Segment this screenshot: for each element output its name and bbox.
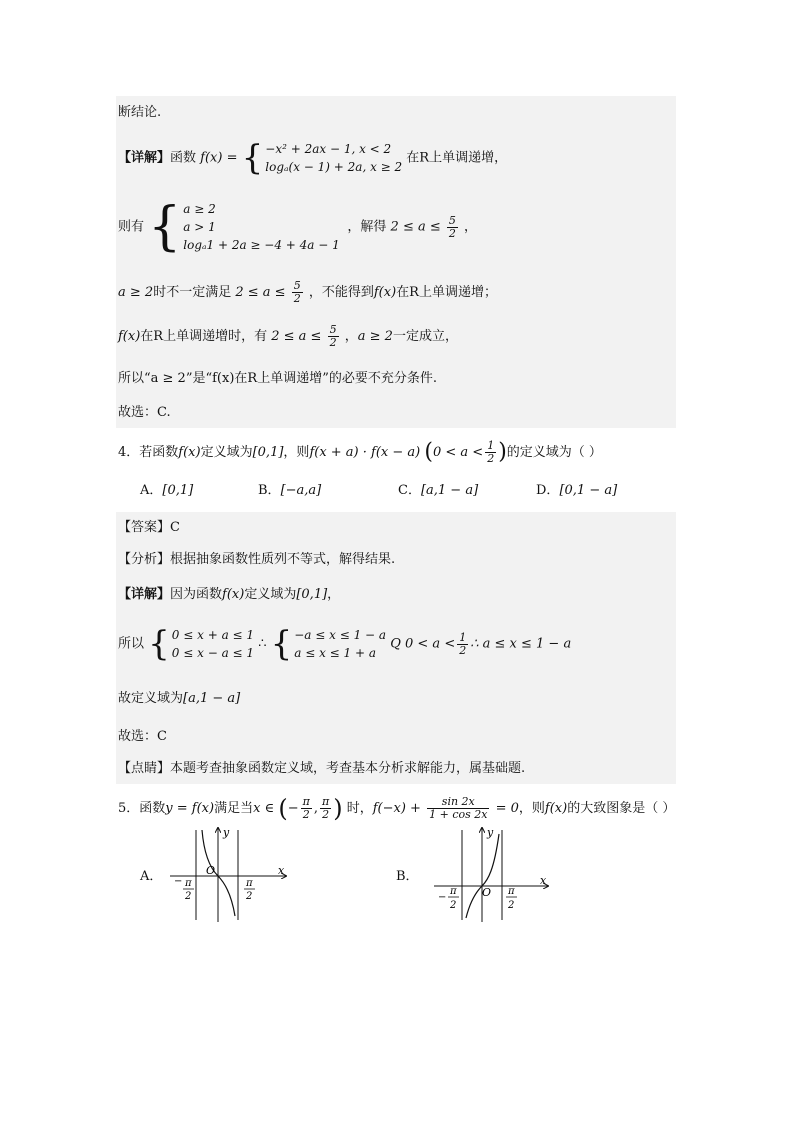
graph-a-y-label: y	[223, 826, 230, 839]
svg-text:2: 2	[185, 891, 192, 902]
graph-b-x-label: x	[540, 874, 547, 887]
graph-b-label: B．	[396, 869, 419, 884]
q4-comment: 【点睛】本题考查抽象函数定义域，考查基本分析求解能力，属基础题.	[118, 761, 526, 776]
graph-a-label: A．	[140, 869, 163, 884]
graph-b-origin: O	[482, 886, 492, 899]
detail-line-3: a ≥ 2时不一定满足 2 ≤ a ≤ $\frac{5}{2}$ ，不能得到f(x)在R上单调递增；	[118, 279, 497, 305]
svg-text:π: π	[246, 878, 253, 889]
q4-answer: 【答案】C	[118, 520, 180, 535]
q4-stem: 4．若函数f(x)定义域为[0,1]，则f(x + a) · f(x − a) (0 < a < $\frac{1}{2}$ )的定义域为（ ）	[118, 439, 602, 465]
svg-text:2: 2	[246, 891, 253, 902]
q4-option-c: C．[a,1 − a]	[398, 483, 479, 498]
graph-a-origin: O	[206, 864, 216, 877]
graph-b	[430, 824, 560, 924]
q4-option-d: D．[0,1 − a]	[536, 483, 618, 498]
svg-text:2: 2	[450, 900, 457, 911]
q4-option-a: A．[0,1]	[140, 483, 194, 498]
detail-line-1: 【详解】函数 f(x) = { −x² + 2ax − 1, x < 2 logₐ(x − 1) + 2a, x ≥ 2 在R上单调递增，	[118, 138, 508, 178]
detail-line-6: 故选：C.	[118, 405, 171, 420]
conclusion-line: 断结论.	[118, 105, 162, 120]
detail-line-5: 所以“a ≥ 2”是“f(x)在R上单调递增”的必要不充分条件.	[118, 371, 437, 386]
q4-choose: 故选：C	[118, 729, 167, 744]
svg-text:π: π	[185, 878, 192, 889]
detail-line-4: f(x)在R上单调递增时，有 2 ≤ a ≤ $\frac{5}{2}$ ，a ≥ 2一定成立，	[118, 323, 458, 349]
q4-option-b: B．[−a,a]	[258, 483, 322, 498]
detail-line-2: 则有 { a ≥ 2 a > 1 logₐ1 + 2a ≥ −4 + 4a − 1 ，解得 2 ≤ a ≤ $\frac{5}{2}$ ，	[118, 197, 478, 257]
svg-text:2: 2	[508, 900, 515, 911]
q4-derivation: 所以 { 0 ≤ x + a ≤ 1 0 ≤ x − a ≤ 1 ∴ { −a ≤ x ≤ 1 − a a ≤ x ≤ 1 + a Q 0 < a < $\frac{1}{2}$ ∴ a ≤ x ≤ 1 − a	[118, 624, 572, 664]
q4-analysis: 【分析】根据抽象函数性质列不等式，解得结果.	[118, 552, 396, 567]
graph-a-x-label: x	[278, 864, 285, 877]
svg-text:π: π	[450, 886, 457, 897]
svg-text:π: π	[508, 886, 515, 897]
graph-b-y-label: y	[487, 826, 494, 839]
graph-a	[166, 824, 296, 924]
q4-domain-line: 故定义域为[a,1 − a]	[118, 691, 241, 706]
svg-text:−: −	[438, 892, 447, 903]
svg-text:−: −	[174, 876, 183, 887]
q4-detail: 【详解】因为函数f(x)定义域为[0,1]，	[118, 587, 341, 602]
q5-stem: 5．函数y = f(x)满足当x ∈ (− $\frac{\pi}{2}$ , $\frac{\pi}{2}$ ) 时，f(−x) + $\frac{\sin 2x}{1 + \cos 2x}$ = 0，则f(x)的大致图象是（ ）	[118, 794, 676, 823]
